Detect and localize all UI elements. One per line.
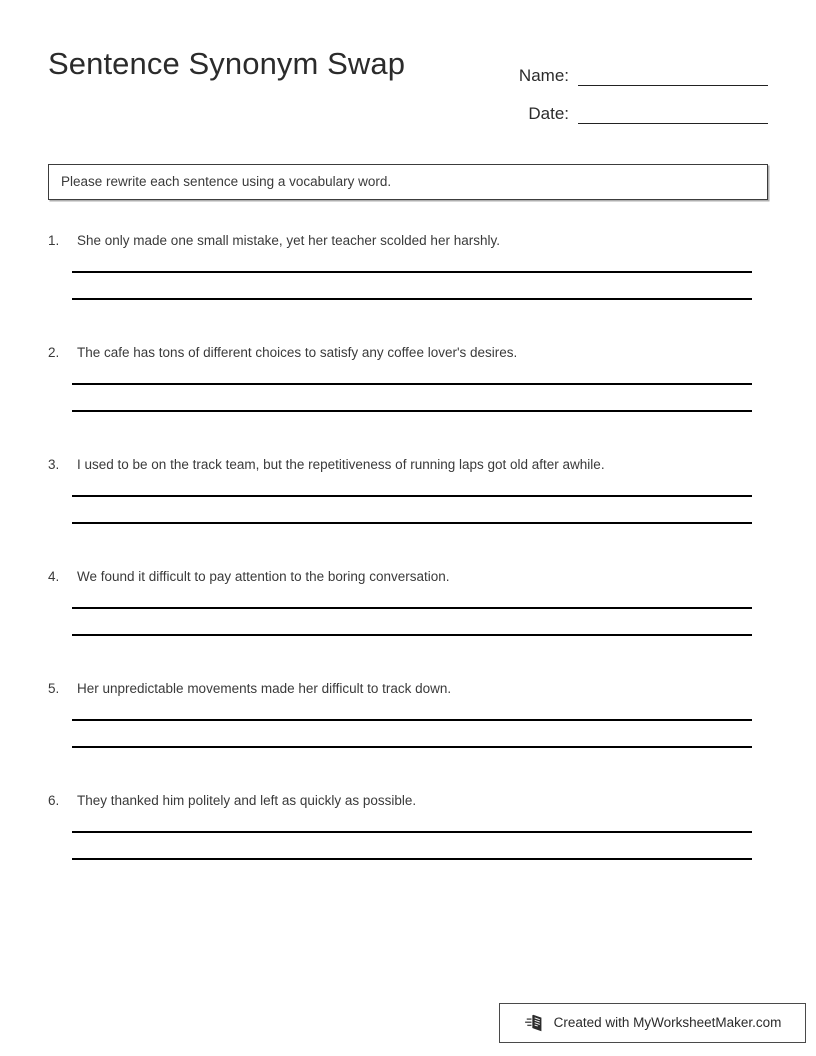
- question-3-text: I used to be on the track team, but the repetitiveness of running laps got old after awhile.: [77, 457, 605, 472]
- question-4-answer-area: [72, 607, 752, 636]
- question-5-number: 5.: [48, 681, 60, 696]
- question-item-2: [48, 343, 768, 455]
- question-item-1: [48, 231, 768, 343]
- answer-line[interactable]: [72, 383, 752, 385]
- question-item-5: [48, 679, 768, 791]
- question-5-text: Her unpredictable movements made her difficult to track down.: [77, 681, 452, 696]
- worksheet-header: [48, 44, 768, 124]
- question-6-number: 6.: [48, 793, 60, 808]
- answer-line[interactable]: [72, 298, 752, 300]
- question-3-answer-area: [72, 495, 752, 524]
- question-4-number: 4.: [48, 569, 60, 584]
- question-1-answer-area: [72, 271, 752, 300]
- name-field-row: [478, 48, 768, 86]
- question-6-answer-area: [72, 831, 752, 860]
- answer-line[interactable]: [72, 522, 752, 524]
- created-with-badge[interactable]: [499, 1003, 806, 1043]
- question-6-text: They thanked him politely and left as quickly as possible.: [77, 793, 417, 808]
- question-2-answer-area: [72, 383, 752, 412]
- question-item-6: [48, 791, 768, 903]
- answer-line[interactable]: [72, 410, 752, 412]
- question-2-number: 2.: [48, 345, 60, 360]
- question-4-text: We found it difficult to pay attention to the boring conversation.: [77, 569, 450, 584]
- question-3-number: 3.: [48, 457, 60, 472]
- answer-line[interactable]: [72, 607, 752, 609]
- question-item-4: [48, 567, 768, 679]
- name-input-line[interactable]: [578, 65, 768, 86]
- date-field-label: Date:: [528, 104, 569, 123]
- answer-line[interactable]: [72, 719, 752, 721]
- question-1-number: 1.: [48, 233, 60, 248]
- questions-list: [48, 231, 768, 903]
- instructions-text: Please rewrite each sentence using a vocabulary word.: [61, 174, 392, 189]
- question-1-text: She only made one small mistake, yet her teacher scolded her harshly.: [77, 233, 500, 248]
- answer-line[interactable]: [72, 831, 752, 833]
- question-3-prompt: [48, 455, 768, 474]
- date-input-line[interactable]: [578, 103, 768, 124]
- instructions-box: [48, 164, 768, 200]
- answer-line[interactable]: [72, 495, 752, 497]
- question-4-prompt: [48, 567, 768, 586]
- question-2-text: The cafe has tons of different choices to satisfy any coffee lover's desires.: [77, 345, 518, 360]
- answer-line[interactable]: [72, 746, 752, 748]
- question-6-prompt: [48, 791, 768, 810]
- question-2-prompt: [48, 343, 768, 362]
- created-with-label: Created with MyWorksheetMaker.com: [553, 1015, 782, 1030]
- page-title: Sentence Synonym Swap: [48, 46, 406, 81]
- question-item-3: [48, 455, 768, 567]
- answer-line[interactable]: [72, 634, 752, 636]
- question-5-answer-area: [72, 719, 752, 748]
- question-5-prompt: [48, 679, 768, 698]
- name-date-block: [478, 48, 768, 124]
- name-field-label: Name:: [518, 66, 569, 85]
- worksheet-maker-logo-icon: [524, 1012, 546, 1034]
- question-1-prompt: [48, 231, 768, 250]
- answer-line[interactable]: [72, 271, 752, 273]
- answer-line[interactable]: [72, 858, 752, 860]
- date-field-row: [478, 86, 768, 124]
